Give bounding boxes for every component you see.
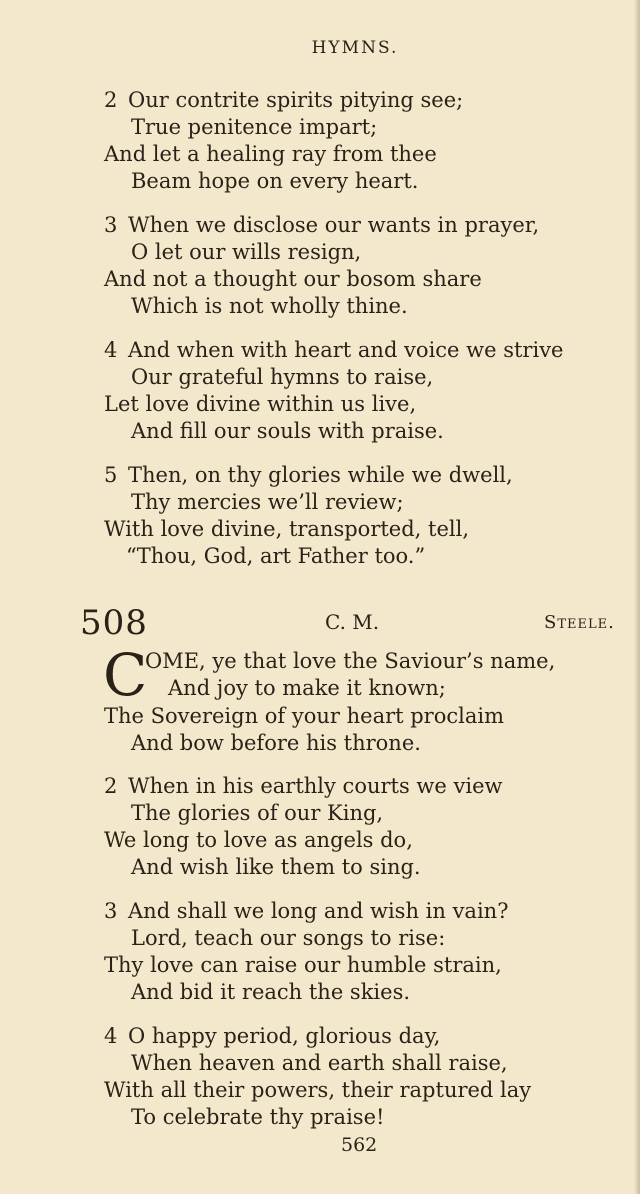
stanza-line: When heaven and earth shall raise, [131,1051,508,1075]
hymn-meter: C. M. [325,610,380,634]
stanza-line: To celebrate thy praise! [131,1105,385,1129]
stanza-line: Let love divine within us live, [104,392,417,416]
running-head: HYMNS. [311,38,399,58]
stanza-line: Which is not wholly thine. [131,294,408,318]
stanza-line: 4 And when with heart and voice we strive [104,338,564,362]
stanza-number: 2 [104,88,118,112]
page-number: 562 [341,1134,378,1156]
stanza-number: 3 [104,899,118,923]
stanza-number: 5 [104,463,118,487]
stanza-line: With love divine, transported, tell, [104,517,469,541]
stanza-number: 4 [104,338,118,362]
hymn-number: 508 [80,603,148,643]
stanza-line: Thy mercies we’ll review; [131,490,404,514]
stanza-line: And fill our souls with praise. [131,419,444,443]
stanza-line: 3 When we disclose our wants in prayer, [104,213,540,237]
page-edge-shadow [634,0,640,1194]
stanza-line: 2 When in his earthly courts we view [104,774,503,798]
stanza-line: And not a thought our bosom share [104,267,482,291]
stanza-line: OME, ye that love the Saviour’s name, [145,649,556,673]
stanza-line: We long to love as angels do, [104,828,413,852]
stanza-line: Our grateful hymns to raise, [131,365,434,389]
stanza-line: Lord, teach our songs to rise: [131,926,446,950]
stanza-line: The glories of our King, [131,801,384,825]
stanza-line: And joy to make it known; [168,676,446,700]
stanza-number: 4 [104,1024,118,1048]
stanza-line: And bid it reach the skies. [131,980,411,1004]
stanza-line: With all their powers, their raptured lay [104,1078,532,1102]
stanza-line: Thy love can raise our humble strain, [104,953,502,977]
stanza-line: 3 And shall we long and wish in vain? [104,899,509,923]
stanza-number: 2 [104,774,118,798]
stanza-line: 4 O happy period, glorious day, [104,1024,441,1048]
stanza-line: O let our wills resign, [131,240,362,264]
stanza-line: The Sovereign of your heart proclaim [104,704,504,728]
hymn-author: Steele. [544,612,615,633]
stanza-number: 3 [104,213,118,237]
stanza-line: And wish like them to sing. [131,855,421,879]
stanza-line: And bow before his throne. [131,731,421,755]
stanza-line: 5 Then, on thy glories while we dwell, [104,463,513,487]
stanza-line: True penitence impart; [131,115,378,139]
stanza-line: 2 Our contrite spirits pitying see; [104,88,464,112]
stanza-line: “Thou, God, art Father too.” [126,544,426,568]
drop-cap: C [103,641,148,709]
stanza-line: And let a healing ray from thee [104,142,437,166]
stanza-line: Beam hope on every heart. [131,169,419,193]
